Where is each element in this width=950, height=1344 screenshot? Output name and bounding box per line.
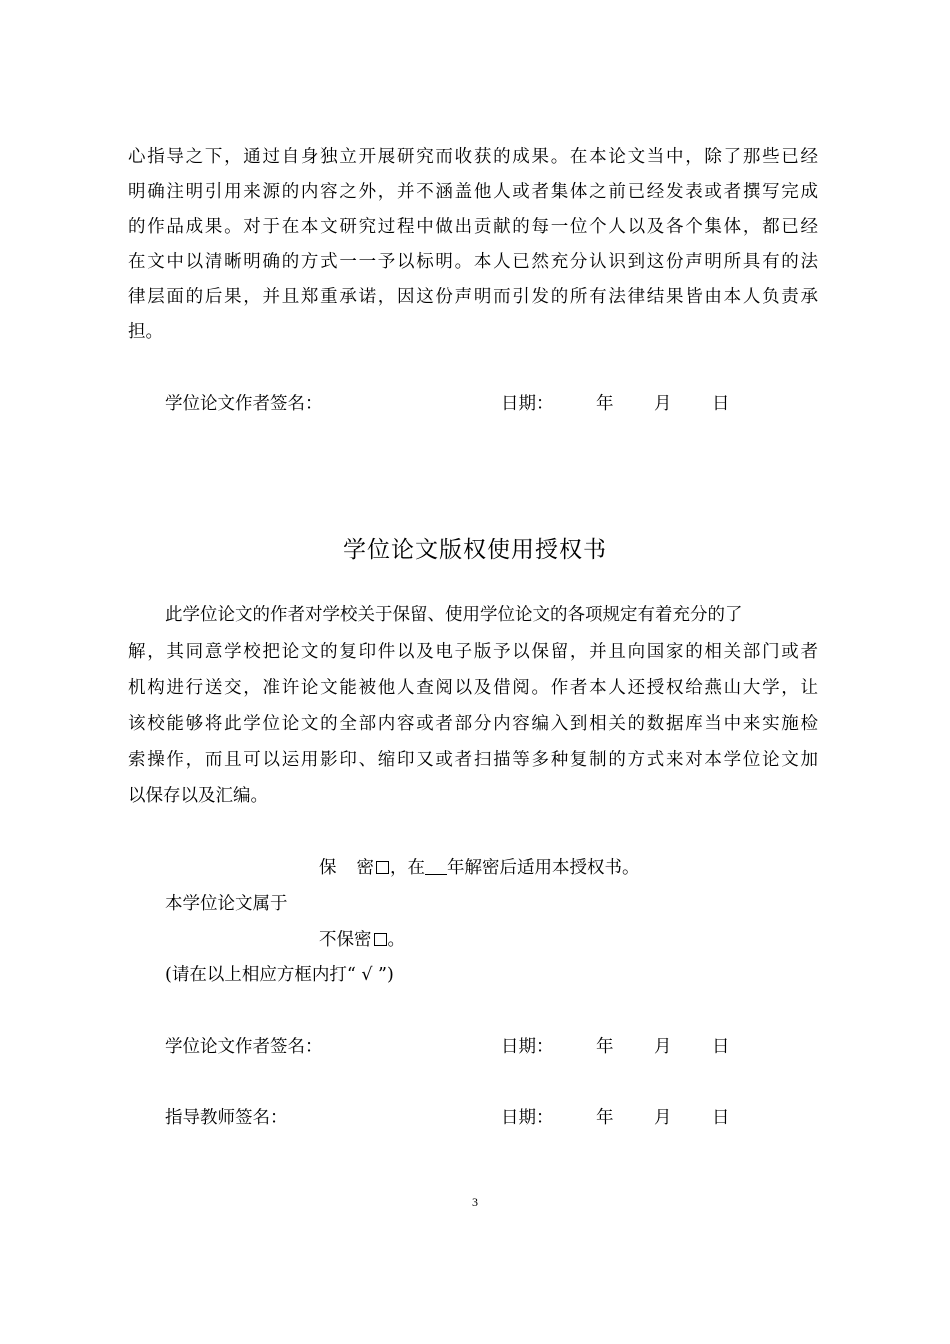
year-label: 年 (596, 1037, 614, 1057)
authorization-line: 此学位论文的作者对学校关于保留、使用学位论文的各项规定有着充分的了 (165, 605, 743, 625)
secret-label-1: 保 (319, 858, 337, 878)
page-number: 3 (472, 1195, 478, 1209)
secret-suffix-2: 年解密后适用本授权书。 (447, 858, 640, 878)
year-label: 年 (596, 1108, 614, 1128)
author-signature-label: 学位论文作者签名： (165, 1037, 323, 1057)
day-label: 日 (712, 394, 730, 414)
not-secret-label: 不保密 (319, 930, 372, 950)
secret-suffix-1: ，在 (390, 858, 425, 878)
day-label: 日 (712, 1037, 730, 1057)
authorization-line: 机构进行送交，准许论文能被他人查阅以及借阅。作者本人还授权给燕山大学，让 (128, 678, 818, 698)
day-label: 日 (712, 1108, 730, 1128)
authorization-line: 该校能够将此学位论文的全部内容或者部分内容编入到相关的数据库当中来实施检 (128, 714, 818, 734)
checkbox-instruction: (请在以上相应方框内打“ √ ”) (165, 965, 394, 985)
secret-checkbox[interactable] (376, 861, 389, 874)
secret-label-2: 密 (356, 858, 374, 878)
authorization-line: 以保存以及汇编。 (128, 786, 268, 806)
not-secret-option (319, 928, 405, 952)
author-signature-row (0, 1035, 950, 1059)
declaration-line: 在文中以清晰明确的方式一一予以标明。本人已然充分认识到这份声明所具有的法 (128, 252, 818, 272)
belongs-label: 本学位论文属于 (165, 894, 288, 914)
declaration-line: 的作品成果。对于在本文研究过程中做出贡献的每一位个人以及各个集体，都已经 (128, 217, 818, 237)
date-label: 日期： (501, 1108, 554, 1128)
declaration-line: 心指导之下，通过自身独立开展研究而收获的成果。在本论文当中，除了那些已经 (128, 147, 818, 167)
declaration-signature-row (0, 392, 950, 416)
author-signature-label: 学位论文作者签名： (165, 394, 323, 414)
date-label: 日期： (501, 1037, 554, 1057)
month-label: 月 (654, 394, 672, 414)
declaration-line: 律层面的后果，并且郑重承诺，因这份声明而引发的所有法律结果皆由本人负责承 (128, 287, 818, 307)
advisor-signature-label: 指导教师签名： (165, 1108, 288, 1128)
not-secret-checkbox[interactable] (374, 933, 387, 946)
advisor-signature-row (0, 1106, 950, 1130)
authorization-title: 学位论文版权使用授权书 (343, 537, 607, 563)
secret-option (319, 856, 640, 880)
month-label: 月 (654, 1037, 672, 1057)
not-secret-suffix: 。 (387, 930, 405, 950)
years-blank[interactable] (425, 856, 447, 875)
authorization-line: 解，其同意学校把论文的复印件以及电子版予以保留，并且向国家的相关部门或者 (128, 642, 818, 662)
month-label: 月 (654, 1108, 672, 1128)
date-label: 日期： (501, 394, 554, 414)
year-label: 年 (596, 394, 614, 414)
authorization-line: 索操作，而且可以运用影印、缩印又或者扫描等多种复制的方式来对本学位论文加 (128, 750, 818, 770)
declaration-line: 明确注明引用来源的内容之外，并不涵盖他人或者集体之前已经发表或者撰写完成 (128, 182, 818, 202)
declaration-line: 担。 (128, 322, 163, 342)
